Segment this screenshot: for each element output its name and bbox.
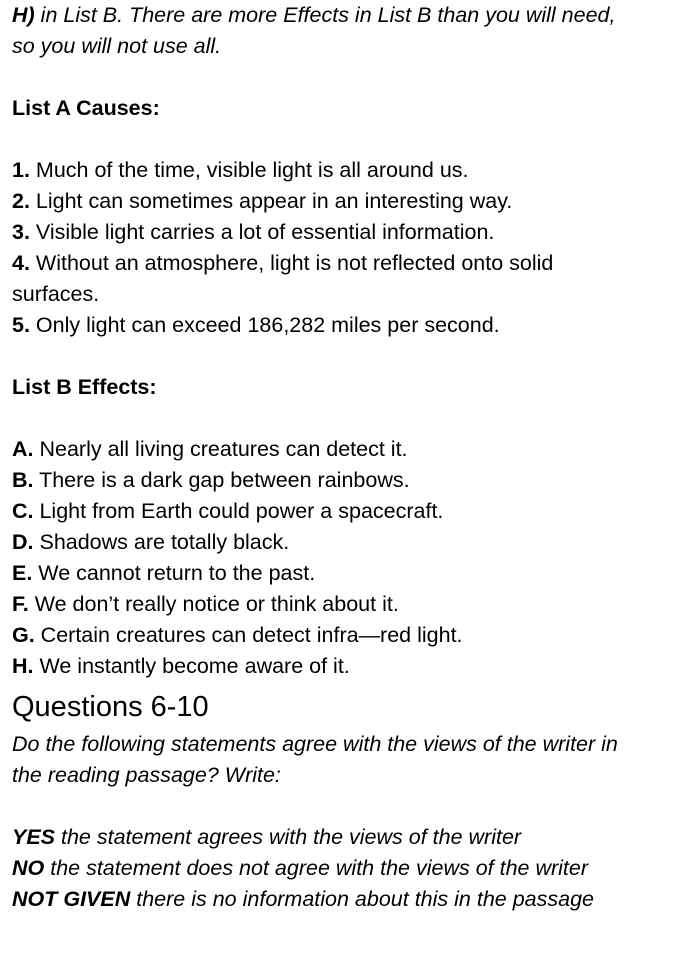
instruction-line-1: Do the following statements agree with the views of the writer in: [12, 732, 618, 756]
questions-heading: Questions 6-10: [12, 691, 209, 723]
answer-option-key: NOT GIVEN: [12, 887, 131, 911]
list-b-item: [12, 558, 682, 589]
list-b-text: We instantly become aware of it.: [33, 654, 350, 678]
list-a-title: List A Causes:: [12, 96, 160, 120]
spacer: [12, 791, 682, 822]
list-b-letter: F.: [12, 592, 29, 616]
list-a-number: 2.: [12, 189, 30, 213]
list-b-text: Shadows are totally black.: [33, 530, 290, 554]
list-a-text: Visible light carries a lot of essential information.: [29, 220, 495, 244]
list-b-letter: C.: [12, 499, 34, 523]
list-a-item: [12, 248, 682, 279]
list-b-letter: H.: [12, 654, 34, 678]
instruction-line-2: the reading passage? Write:: [12, 763, 281, 787]
document-page: [12, 0, 682, 915]
spacer: [12, 124, 682, 155]
list-a-item: [12, 186, 682, 217]
list-b-item: [12, 589, 682, 620]
list-b-letter: A.: [12, 437, 34, 461]
intro-reference: H): [12, 3, 35, 27]
list-a-item-continuation: surfaces.: [12, 282, 100, 306]
answer-option-text: the statement agrees with the views of the writer: [55, 825, 522, 849]
list-b-item: [12, 527, 682, 558]
list-a-number: 3.: [12, 220, 30, 244]
list-a-text: Much of the time, visible light is all around us.: [29, 158, 469, 182]
list-b-letter: E.: [12, 561, 33, 585]
list-b-letter: D.: [12, 530, 34, 554]
list-b-letter: B.: [12, 468, 34, 492]
list-b-text: We cannot return to the past.: [32, 561, 316, 585]
list-b-text: We don’t really notice or think about it.: [28, 592, 399, 616]
list-a-item: [12, 155, 682, 186]
list-b-title: List B Effects:: [12, 375, 157, 399]
answer-option: [12, 822, 682, 853]
spacer: [12, 341, 682, 372]
list-a-item: [12, 310, 682, 341]
list-b-item: [12, 434, 682, 465]
answer-option-text: the statement does not agree with the views of the writer: [44, 856, 589, 880]
list-a-text: Without an atmosphere, light is not reflected onto solid: [29, 251, 554, 275]
intro-text: in List B. There are more Effects in List B than you will need,: [34, 3, 616, 27]
list-b-text: Light from Earth could power a spacecraft.: [33, 499, 444, 523]
spacer: [12, 62, 682, 93]
list-a-text: Light can sometimes appear in an interesting way.: [29, 189, 513, 213]
answer-option-key: NO: [12, 856, 45, 880]
list-a-number: 4.: [12, 251, 30, 275]
list-b-text: There is a dark gap between rainbows.: [33, 468, 410, 492]
answer-option: [12, 884, 682, 915]
list-b-item: [12, 496, 682, 527]
list-b-text: Certain creatures can detect infra—red light.: [34, 623, 463, 647]
list-b-item: [12, 620, 682, 651]
answer-option-key: YES: [12, 825, 56, 849]
intro-line-1: [12, 0, 682, 31]
list-b-item: [12, 651, 682, 682]
list-a-text: Only light can exceed 186,282 miles per second.: [29, 313, 500, 337]
list-a-number: 1.: [12, 158, 30, 182]
spacer: [12, 403, 682, 434]
answer-option: [12, 853, 682, 884]
list-b-text: Nearly all living creatures can detect it.: [33, 437, 408, 461]
list-b-item: [12, 465, 682, 496]
list-a-number: 5.: [12, 313, 30, 337]
list-b-letter: G.: [12, 623, 35, 647]
answer-option-text: there is no information about this in the passage: [130, 887, 594, 911]
intro-line-2: so you will not use all.: [12, 34, 222, 58]
list-a-item: [12, 217, 682, 248]
